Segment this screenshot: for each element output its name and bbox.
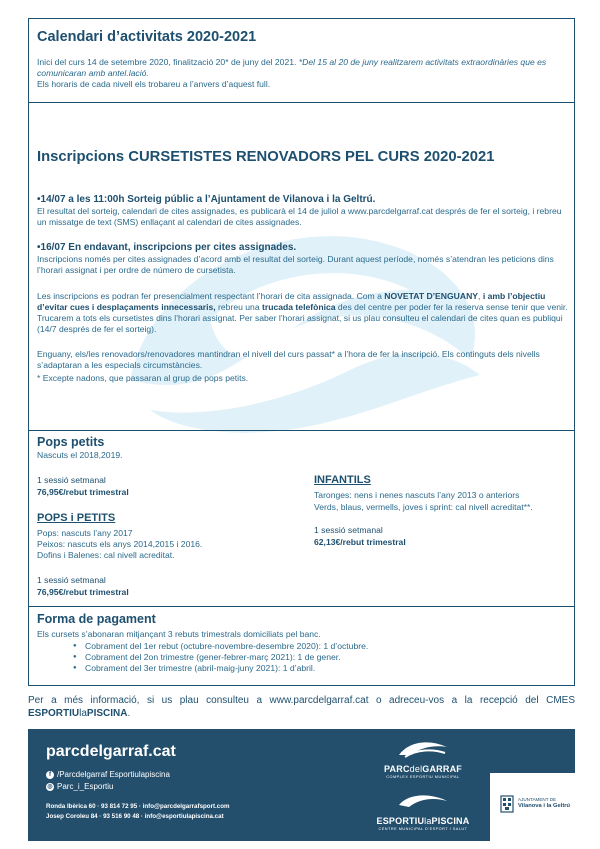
ajuntament-logo [490, 773, 575, 841]
more-info-brand2: PISCINA [86, 708, 128, 719]
pops-i-petits-line3: Dofins i Balenes: cal nivell acreditat. [37, 550, 175, 560]
inscriptions-level-paragraph: Enguany, els/les renovadors/renovadores mantindran el nivell del curs passat* a l’hora de fer la inscripció. Els continguts dels nivells s’adaptaran a les especials circumstàncies. [37, 349, 540, 370]
ajuntament-text [518, 797, 570, 809]
draw-body: El resultat del sorteig, calendari de cites assignades, es publicarà el 14 de juliol a www.parcdelgarraf.cat després de fer el sorteig, i rebreu un missatge de text (SMS) enllaçant al calendari de cites assignades. [37, 206, 562, 227]
calendar-dates-text: Inici del curs 14 de setembre 2020, finalització 20* de juny del 2021. [37, 57, 299, 67]
ajuntament-small: AJUNTAMENT DE [518, 797, 557, 802]
phone-para-e: rebreu una [215, 302, 262, 312]
more-info-end: . [127, 708, 131, 719]
phone-para-a: Les inscripcions es podran fer presencialment respectant l’horari de cita assignada. Com a [37, 291, 385, 301]
infantils-line2: Verds, blaus, vermells, joves i sprint: cal nivell acreditat**. [314, 502, 533, 512]
facebook-handle: /Parcdelgarraf Esportiulapiscina [57, 770, 170, 779]
logo2-b: la [424, 816, 432, 826]
inscriptions-phone-paragraph [37, 291, 572, 335]
more-info-brand: ESPORTIU [28, 708, 80, 719]
footer [28, 729, 575, 841]
pops-petits-title: Pops petits [37, 435, 105, 449]
pops-i-petits-line2: Peixos: nascuts els anys 2014,2015 i 2016. [37, 539, 203, 549]
logo1-b: del [409, 764, 423, 774]
inscriptions-section [28, 102, 575, 430]
footer-contact-2: Josep Coroleu 84 · 93 516 90 48 · info@esportiulapiscina.cat [46, 813, 224, 820]
logo2-c: PISCINA [431, 816, 470, 826]
footer-instagram[interactable] [46, 782, 113, 791]
infantils-title: INFANTILS [314, 474, 371, 486]
appointments-body: Inscripcions només per cites assignades d’acord amb el resultat del sorteig. Durant aquest període, només s’atendran les peticions dins l’horari assignat i per ordre de número de cursetista. [37, 254, 554, 275]
inscriptions-exception-note: * Excepte nadons, que passaran al grup de pops petits. [37, 373, 249, 383]
calendar-extra-note: *Del 15 al 20 de juny realitzarem activitats extraordinàries que es comunicaran amb antel.lació. [37, 57, 547, 78]
parc-del-garraf-subtitle: COMPLEX ESPORTIU MUNICIPAL [386, 775, 460, 779]
novetat-label: NOVETAT D’ENGUANY [384, 291, 479, 301]
esportiu-la-piscina-subtitle: CENTRE MUNICIPAL D’ESPORT I SALUT [378, 827, 468, 831]
instagram-icon: ◎ [47, 783, 53, 790]
inscriptions-item-draw [37, 193, 572, 228]
logo1-c: GARRAF [422, 764, 462, 774]
footer-contact-1: Ronda Ibèrica 60 · 93 814 72 95 · info@parcdelgarrafsport.com [46, 803, 230, 810]
pops-i-petits-price: 76,95€/rebut trimestral [37, 587, 129, 597]
objective-text: i amb l’objectiu d’evitar cues i desplaçaments innecessaris, [37, 291, 546, 312]
more-info-text [28, 694, 575, 720]
calendar-schedule-note: Els horaris de cada nivell els trobareu a l’anvers d’aquest full. [37, 79, 271, 89]
instagram-handle: Parc_i_Esportiu [57, 782, 114, 791]
payment-list [73, 641, 368, 674]
more-info-brand-la: la [79, 708, 87, 719]
pops-i-petits-line1: Pops: nascuts l’any 2017 [37, 528, 133, 538]
logo1-a: PARC [384, 764, 410, 774]
parc-del-garraf-swoosh-icon [395, 737, 451, 759]
payment-item: ● Cobrament del 2on trimestre (gener-febrer-març 2021): 1 de gener. [73, 652, 368, 663]
parc-del-garraf-logo [368, 737, 478, 779]
ajuntament-shield-icon [500, 795, 514, 813]
calendar-dates [37, 57, 567, 79]
footer-facebook[interactable] [46, 770, 170, 779]
calendar-title: Calendari d’activitats 2020-2021 [37, 29, 257, 45]
infantils-session: 1 sessió setmanal [314, 525, 383, 535]
inscriptions-item-appointments [37, 241, 572, 276]
pops-petits-price: 76,95€/rebut trimestral [37, 487, 129, 497]
infantils-price: 62,13€/rebut trimestral [314, 537, 406, 547]
esportiu-la-piscina-wave-icon [395, 791, 451, 811]
more-info-body: Per a més informació, si us plau consulteu a www.parcdelgarraf.cat o adreceu-vos a la recepció del CMES [28, 695, 575, 706]
ajuntament-big: Vilanova i la Geltrú [518, 803, 571, 809]
footer-website-link[interactable]: parcdelgarraf.cat [46, 743, 176, 760]
payment-intro: Els cursets s’abonaran mitjançant 3 rebuts trimestrals domiciliats pel banc. [37, 629, 321, 639]
inscriptions-title: Inscripcions CURSETISTES RENOVADORS PEL CURS 2020-2021 [37, 149, 495, 165]
parc-del-garraf-name [368, 764, 478, 774]
pops-petits-session: 1 sessió setmanal [37, 475, 106, 485]
draw-heading: •14/07 a les 11:00h Sorteig públic a l’Ajuntament de Vilanova i la Geltrú. [37, 194, 376, 205]
esportiu-la-piscina-logo [368, 791, 478, 831]
phone-para-c: , [478, 291, 483, 301]
logo2-a: ESPORTIU [376, 816, 425, 826]
payment-item: ● Cobrament del 1er rebut (octubre-novembre-desembre 2020): 1 d’octubre. [73, 641, 368, 652]
infantils-line1: Taronges: nens i nenes nascuts l’any 2013 o anteriors [314, 490, 520, 500]
appointments-heading: •16/07 En endavant, inscripcions per cites assignades. [37, 242, 297, 253]
facebook-icon: f [46, 771, 54, 779]
calendar-section [28, 18, 575, 102]
esportiu-la-piscina-name [368, 816, 478, 826]
phone-call-label: trucada telefònica [262, 302, 336, 312]
pops-petits-born: Nascuts el 2018,2019. [37, 450, 123, 460]
pops-i-petits-title: POPS i PETITS [37, 512, 116, 524]
payment-section [28, 606, 575, 686]
payment-item: ● Cobrament del 3er trimestre (abril-maig-juny 2021): 1 d’abril. [73, 663, 368, 674]
payment-title: Forma de pagament [37, 612, 156, 626]
pops-i-petits-session: 1 sessió setmanal [37, 575, 106, 585]
groups-section [28, 430, 575, 606]
phone-para-g: des del centre per poder fer la reserva sense tenir que venir. Trucarem a tots els cursetistes dins l’horari assignat. Per saber l’horari assignat, si us plau consulteu el calendari de cites quan es publiqui (14/7 després de fer el sorteig). [37, 302, 568, 334]
